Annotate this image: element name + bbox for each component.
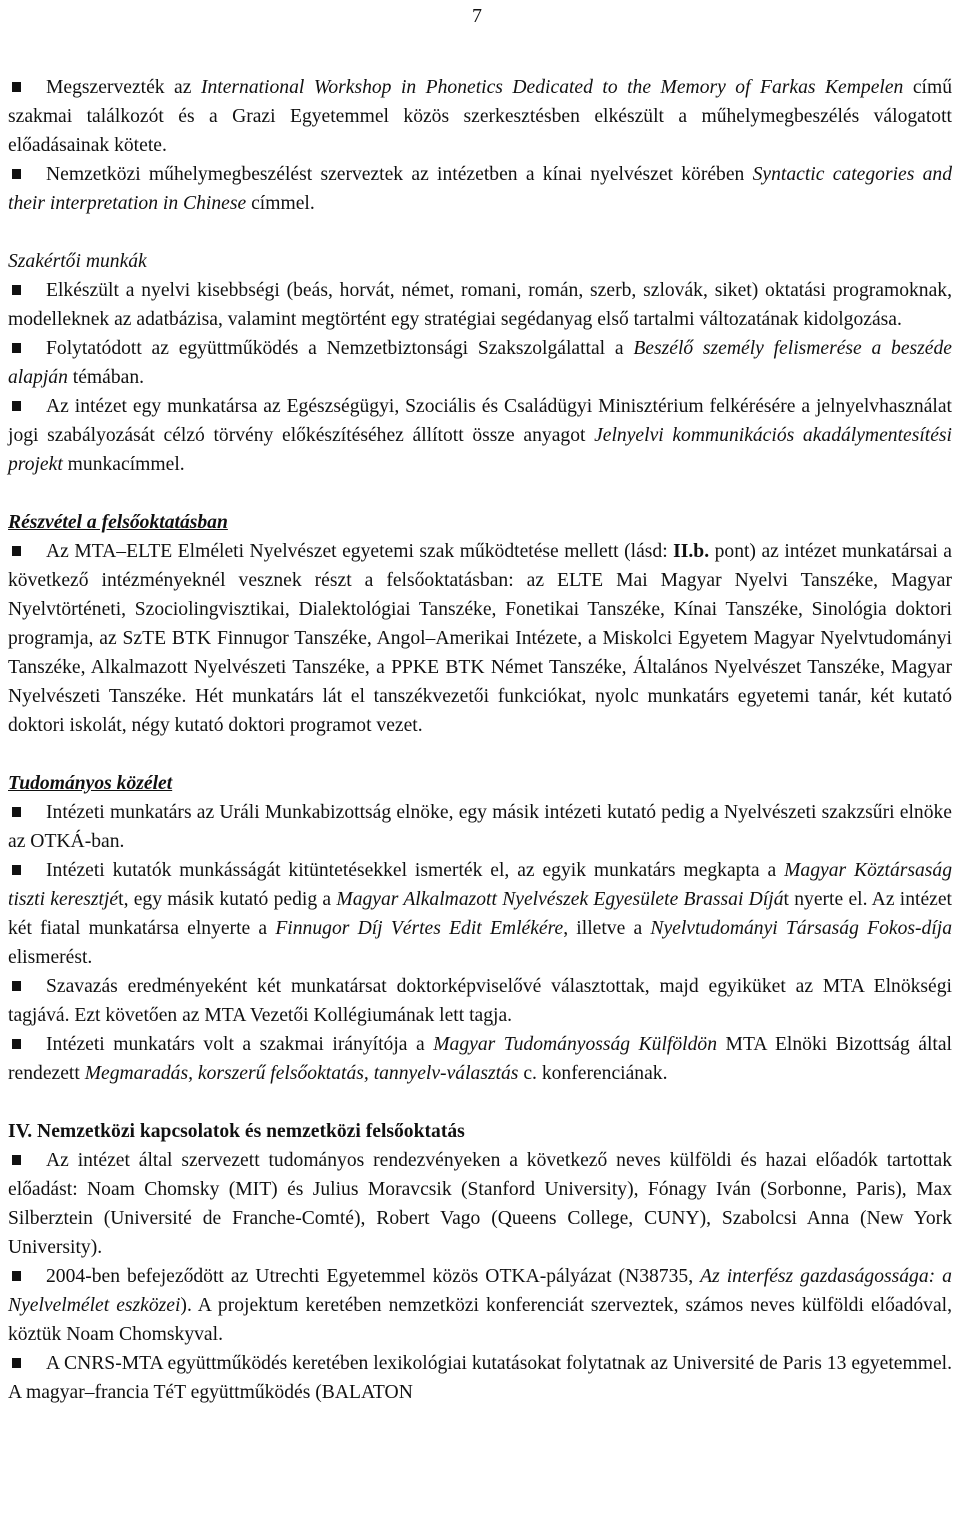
body-text: t, egy másik kutató pedig a xyxy=(118,889,337,910)
bullet-paragraph xyxy=(8,1030,952,1088)
square-bullet-icon xyxy=(12,401,21,411)
square-bullet-icon xyxy=(12,82,21,92)
body-text: címmel. xyxy=(246,193,315,214)
body-text: Szavazás eredményeként két munkatársat doktorképviselővé választottak, majd egyiküket az MTA Elnökségi tagjává. Ezt követően az MTA Vezetői Kollégiumának lett tagja. xyxy=(8,976,952,1026)
square-bullet-icon xyxy=(12,343,21,353)
body-text: , illetve a xyxy=(563,918,651,939)
paragraph-gap xyxy=(8,1088,952,1117)
section-heading: Részvétel a felsőoktatásban xyxy=(8,512,228,533)
bullet-paragraph xyxy=(8,798,952,856)
paragraph-gap xyxy=(8,479,952,508)
italic-text: Magyar Köztársaság tiszti keresztjé xyxy=(8,860,953,910)
bullet-paragraph xyxy=(8,972,952,1030)
square-bullet-icon xyxy=(12,546,21,556)
section-heading: IV. Nemzetközi kapcsolatok és nemzetközi felsőoktatás xyxy=(8,1121,465,1142)
body-text: elismerést. xyxy=(8,947,93,968)
body-text: pont) az intézet munkatársai a következő intézményeknél vesznek részt a felsőoktatásban: az ELTE Mai Magyar Nyelvi Tanszéke, Magyar Nyelvtörténeti, Szociolingvisztikai, Dialektológiai Tanszéke, Fonetikai Tanszéke, Kínai Tanszéke, Sinológia doktori programja, az SzTE BTK Finnugor Tanszéke, Angol–Amerikai Intézete, a Miskolci Egyetem Magyar Nyelvtudományi Tanszéke, Alkalmazott Nyelvészeti Tanszéke, a PPKE BTK Német Tanszéke, Általános Nyelvészet Tanszéke, Magyar Nyelvészeti Tanszéke. Hét munkatárs lát el tanszékvezetői funkciókat, nyolc munkatárs egyetemi tanár, két kutató doktori iskolát, négy kutató doktori programot vezet. xyxy=(8,541,953,736)
square-bullet-icon xyxy=(12,169,21,179)
square-bullet-icon xyxy=(12,1271,21,1281)
body-text: Elkészült a nyelvi kisebbségi (beás, horvát, német, romani, román, szerb, szlovák, siket) oktatási programoknak, modelleknek az adatbázisa, valamint megtörtént egy stratégiai segédanyag első tartalmi változatának kidolgozása. xyxy=(8,280,952,330)
bullet-paragraph xyxy=(8,73,952,160)
square-bullet-icon xyxy=(12,1155,21,1165)
section-heading: Szakértői munkák xyxy=(8,251,147,272)
italic-text: International Workshop in Phonetics Dedicated to the Memory of Farkas Kempelen xyxy=(200,77,904,98)
bullet-paragraph xyxy=(8,1349,952,1407)
body-text: Intézeti munkatárs az Uráli Munkabizottság elnöke, egy másik intézeti kutató pedig a Nyelvészeti szakzsűri elnöke az OTKÁ-ban. xyxy=(8,802,952,852)
bullet-paragraph xyxy=(8,334,952,392)
bullet-paragraph xyxy=(8,276,952,334)
square-bullet-icon xyxy=(12,285,21,295)
body-text: című szakmai találkozót és a Grazi Egyetemmel közös szerkesztésben elkészült a műhelymegbeszélés válogatott előadásainak kötete. xyxy=(8,77,952,156)
bold-text: II.b. xyxy=(673,541,710,562)
bullet-paragraph xyxy=(8,392,952,479)
body-text: c. konferenciának. xyxy=(518,1063,668,1084)
body-text: t nyerte el. Az intézet két fiatal munkatársa elnyerte a xyxy=(8,889,953,939)
body-text: Az MTA–ELTE Elméleti Nyelvészet egyetemi szak működtetése mellett (lásd: xyxy=(46,541,674,562)
italic-text: Az interfész gazdaságossága: a Nyelvelmélet eszközei xyxy=(8,1266,952,1316)
body-text: Az intézet egy munkatársa az Egészségügyi, Szociális és Családügyi Minisztérium felkérésére a jelnyelvhasználat jogi szabályozását célzó törvény előkészítéséhez állított össze anyagot xyxy=(8,396,952,446)
body-text: ). A projektum keretében nemzetközi konferenciát szerveztek, számos neves külföldi előadóval, köztük Noam Chomskyval. xyxy=(8,1295,953,1345)
square-bullet-icon xyxy=(12,807,21,817)
bullet-paragraph xyxy=(8,1262,952,1349)
section-heading: Tudományos közélet xyxy=(8,773,173,794)
italic-text: Jelnyelvi kommunikációs akadálymentesítési projekt xyxy=(8,425,952,475)
body-text: MTA Elnöki Bizottság által rendezett xyxy=(8,1034,952,1084)
italic-text: Magyar Tudományosság Külföldön xyxy=(433,1034,717,1055)
square-bullet-icon xyxy=(12,1039,21,1049)
body-text: témában. xyxy=(67,367,145,388)
paragraph-gap xyxy=(8,740,952,769)
italic-text: Nyelvtudományi Társaság Fokos-díja xyxy=(650,918,952,939)
square-bullet-icon xyxy=(12,865,21,875)
italic-text: Megmaradás, korszerű felsőoktatás, tannyelv-választás xyxy=(84,1063,519,1084)
paragraph-gap xyxy=(8,218,952,247)
bullet-paragraph xyxy=(8,1146,952,1262)
body-text: Intézeti kutatók munkásságát kitüntetésekkel ismerték el, az egyik munkatárs megkapta a xyxy=(46,860,785,881)
italic-text: Syntactic categories and their interpretation in Chinese xyxy=(8,164,952,214)
body-text: munkacímmel. xyxy=(62,454,185,475)
italic-text: Beszélő személy felismerése a beszéde alapján xyxy=(8,338,952,388)
square-bullet-icon xyxy=(12,981,21,991)
italic-text: Magyar Alkalmazott Nyelvészek Egyesülete Brassai Díjá xyxy=(336,889,784,910)
bullet-paragraph xyxy=(8,537,952,740)
document-body xyxy=(8,73,952,1407)
body-text: Megszervezték az xyxy=(46,77,201,98)
italic-text: Finnugor Díj Vértes Edit Emlékére xyxy=(275,918,564,939)
body-text: A CNRS-MTA együttműködés keretében lexikológiai kutatásokat folytatnak az Université de Paris 13 egyetemmel. A magyar–francia TéT együttműködés (BALATON xyxy=(8,1353,952,1403)
body-text: 2004-ben befejeződött az Utrechti Egyetemmel közös OTKA-pályázat (N38735, xyxy=(46,1266,701,1287)
body-text: Folytatódott az együttműködés a Nemzetbiztonsági Szakszolgálattal a xyxy=(46,338,634,359)
page-number: 7 xyxy=(472,5,482,27)
body-text: Nemzetközi műhelymegbeszélést szerveztek az intézetben a kínai nyelvészet körében xyxy=(46,164,753,185)
square-bullet-icon xyxy=(12,1358,21,1368)
body-text: Az intézet által szervezett tudományos rendezvényeken a következő neves külföldi és hazai előadók tartottak előadást: Noam Chomsky (MIT) és Julius Moravcsik (Stanford University), Fónagy Iván (Sorbonne, Paris), Max Silberztein (Université de Franche-Comté), Robert Vago (Queens College, CUNY), Szabolcsi Anna (New York University). xyxy=(8,1150,952,1258)
bullet-paragraph xyxy=(8,856,952,972)
body-text: Intézeti munkatárs volt a szakmai irányítója a xyxy=(46,1034,434,1055)
bullet-paragraph xyxy=(8,160,952,218)
